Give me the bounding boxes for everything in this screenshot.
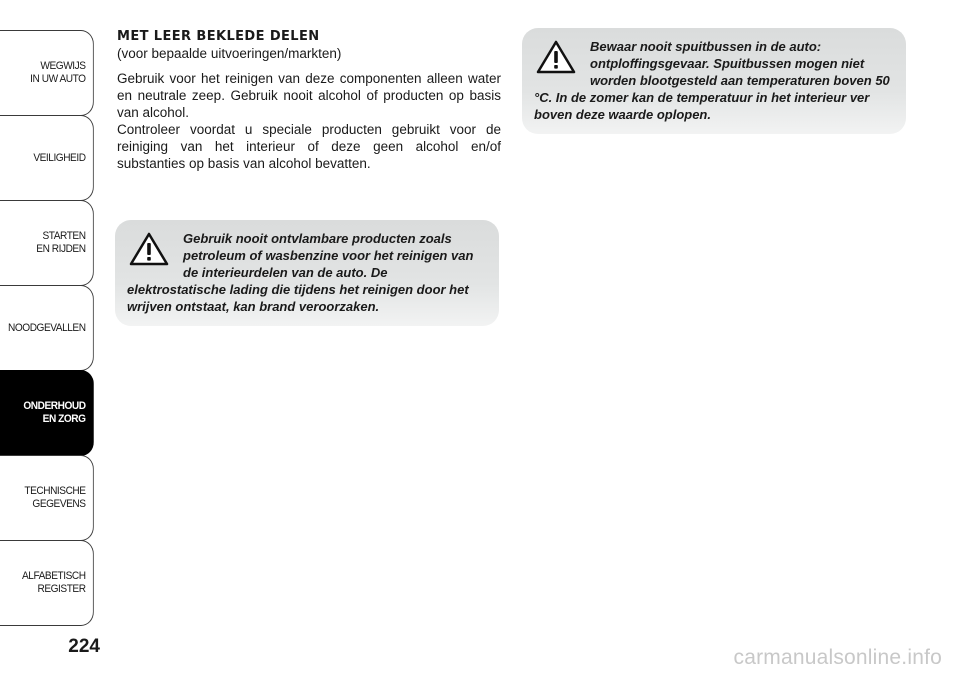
tab-label-line: TECHNISCHE <box>24 485 86 497</box>
paragraph: Gebruik voor het reinigen van deze componenten alleen water en neutrale zeep. Gebruik nooit alcohol of producten op basis van alcohol. <box>117 71 501 120</box>
tab-label-line: IN UW AUTO <box>30 73 86 85</box>
section-subtitle: (voor bepaalde uitvoeringen/markten) <box>117 46 342 61</box>
tab-label-line: VEILIGHEID <box>33 151 86 164</box>
tab-label-line: EN RIJDEN <box>36 243 86 255</box>
tab-wegwijs-in-uw-auto[interactable] <box>0 30 94 116</box>
tab-noodgevallen[interactable] <box>0 285 94 371</box>
tab-label-line: ALFABETISCH <box>22 570 86 582</box>
tab-veiligheid[interactable] <box>0 115 94 201</box>
tab-alfabetisch-register[interactable] <box>0 540 94 626</box>
warning-box-flammable <box>115 220 499 326</box>
tab-label-line: NOODGEVALLEN <box>8 321 86 334</box>
warning-box-spray-cans <box>522 28 906 134</box>
tab-label-line: STARTEN <box>42 230 86 242</box>
tab-label-line: WEGWIJS <box>40 60 86 72</box>
tab-label-line: EN ZORG <box>42 413 86 425</box>
warning-triangle-icon <box>536 40 576 74</box>
warning-triangle-icon <box>129 232 169 266</box>
tab-label-line: ONDERHOUD <box>23 400 86 412</box>
tab-technische-gegevens[interactable] <box>0 455 94 541</box>
leather-parts-section <box>117 28 501 172</box>
page-number: 224 <box>68 636 100 657</box>
tab-label-line: GEGEVENS <box>32 498 86 510</box>
warning-text: Gebruik nooit ontvlambare producten zoals petroleum of wasbenzine voor het reinigen van de interieurdelen van de auto. De elektrostatische lading die tijdens het reinigen door het wrijven ontstaat, kan brand veroorzaken. <box>127 231 474 314</box>
watermark: carmanualsonline.info <box>733 646 942 669</box>
tab-onderhoud-en-zorg[interactable] <box>0 370 94 456</box>
tab-label-line: REGISTER <box>37 583 86 595</box>
paragraph: Controleer voordat u speciale producten gebruikt voor de reiniging van het interieur of deze geen alcohol en/of substanties op basis van alcohol bevatten. <box>117 122 501 171</box>
section-title: MET LEER BEKLEDE DELEN <box>117 29 320 44</box>
warning-text: Bewaar nooit spuitbussen in de auto: ontploffingsgevaar. Spuitbussen mogen niet worden blootgesteld aan temperaturen boven 50 °C. In de zomer kan de temperatuur in het interieur ver boven deze waarde oplopen. <box>534 39 890 122</box>
tab-starten-en-rijden[interactable] <box>0 200 94 286</box>
